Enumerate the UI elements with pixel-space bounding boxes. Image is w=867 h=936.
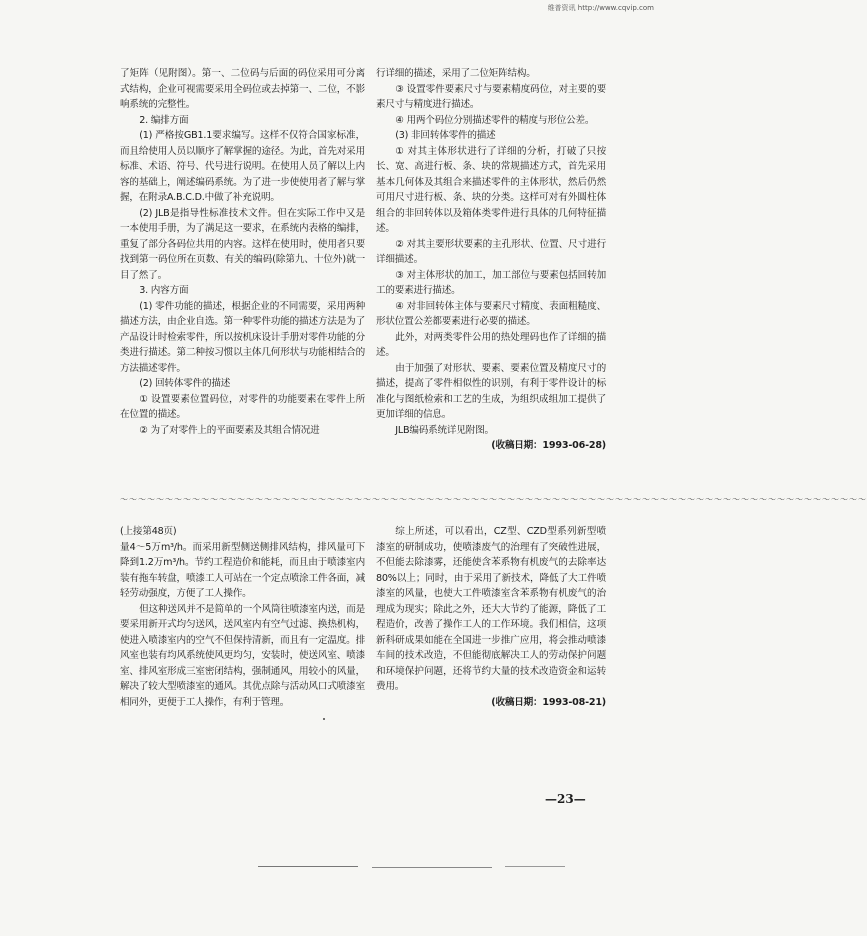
bottom-right-column xyxy=(376,524,606,710)
section-heading: 3. 内容方面 xyxy=(139,285,189,296)
paragraph: ① 设置要素位置码位，对零件的功能要素在零件上所在位置的描述。 xyxy=(120,393,365,420)
paragraph: ② 对其主要形状要素的主孔形状、位置、尺寸进行详细描述。 xyxy=(376,238,606,265)
paragraph: 行详细的描述，采用了二位矩阵结构。 xyxy=(376,68,536,79)
paragraph: (1) 零件功能的描述，根据企业的不同需要，采用两种描述方法，由企业自选。第一种零件功能的描述方法是为了产品设计时检索零件，所以按机床设计手册对零件功能的分类进行描述。第二种按习惯以主体几何形状与功能相结合的方法描述零件。 xyxy=(120,300,365,374)
paragraph: ④ 对非回转体主体与要素尺寸精度、表面粗糙度、形状位置公差都要素进行必要的描述。 xyxy=(376,300,606,327)
paragraph: ① 对其主体形状进行了详细的分析，打破了只按长、宽、高进行板、条、块的常规描述方式，首先采用基本几何体及其组合来描述零件的主体形状，然后仍然可用尺寸进行板、条、块的分类。这样可对有外圆柱体组合的非回转体以及箱体类零件进行具体的几何特征描述。 xyxy=(376,145,606,234)
scan-artifact-dot xyxy=(323,718,325,720)
paragraph: 量4～5万m³/h。而采用新型侧送侧排风结构，排风量可下降到1.2万m³/h。节约工程造价和能耗，而且由于喷漆室内装有拖车转盘，喷漆工人可站在一个定点喷涂工件各面，减轻劳动强度，方便了工人操作。 xyxy=(120,541,365,599)
paragraph: JLB编码系统详见附图。 xyxy=(395,424,494,436)
section-heading: 2. 编排方面 xyxy=(139,114,189,126)
paragraph: 此外，对两类零件公用的热处理码也作了详细的描述。 xyxy=(376,331,606,358)
paragraph: 但这种送风并不是简单的一个风筒往喷漆室内送，而是要采用新开式均匀送风，送风室内有空气过滤、换热机构，使进入喷漆室内的空气不但保持清新，而且有一定温度。排风室也装有均风系统使风更均匀，安装时，使送风室、喷漆室、排风室形成三室密闭结构，强制通风，用较小的风量，解决了较大型喷漆室的通风。其优点除与活动风口式喷漆室相同外，更便于工人操作，有利于管理。 xyxy=(120,603,365,708)
paragraph: ③ 设置零件要素尺寸与要素精度码位，对主要的要素尺寸与精度进行描述。 xyxy=(376,83,606,110)
wavy-divider: ～～～～～～～～～～～～～～～～～～～～～～～～～～～～～～～～～～～～～～～～～～～～～～～～～～～～～～～～～～～～～～～～～～～～～～～～～～～～～～～～～～～ xyxy=(120,495,867,504)
paragraph: ② 为了对零件上的平面要素及其组合情况进 xyxy=(139,424,320,436)
scan-artifact-line xyxy=(505,866,565,867)
top-right-column xyxy=(376,66,606,454)
paragraph: 了矩阵（见附图）。第一、二位码与后面的码位采用可分离式结构，企业可视需要采用全码位或去掉第一、二位，不影响系统的完整性。 xyxy=(120,68,365,110)
received-date: (收稿日期：1993-06-28) xyxy=(491,440,606,451)
paragraph: ④ 用两个码位分别描述零件的精度与形位公差。 xyxy=(395,114,595,126)
subsection-heading: (2) 回转体零件的描述 xyxy=(139,378,231,389)
top-left-column xyxy=(120,66,365,438)
scan-artifact-line xyxy=(258,866,358,867)
bottom-left-column xyxy=(120,524,365,710)
scan-artifact-line xyxy=(372,867,492,868)
paragraph: 综上所述，可以看出，CZ型、CZD型系列新型喷漆室的研制成功，使喷漆废气的治理有了突破性进展，不但能去除漆雾，还能使含苯系物有机废气的去除率达80%以上；同时，由于采用了新技术，降低了大工件喷漆室的风量，也使大工件喷漆室含苯系物有机废气的治理成为现实；除此之外，还大大节约了能源，降低了工程造价，改善了操作工人的工作环境。我们相信，这项新科研成果如能在全国进一步推广应用，将会推动喷漆车间的技术改造，不但能彻底解决工人的劳动保护问题和环境保护问题，还将节约大量的技术改造资金和运转费用。 xyxy=(376,526,606,692)
subsection-heading: (3) 非回转体零件的描述 xyxy=(395,130,496,141)
received-date: (收稿日期：1993-08-21) xyxy=(491,696,606,708)
watermark-text: 维普资讯 http://www.cqvip.com xyxy=(547,4,654,12)
paragraph: 由于加强了对形状、要素、要素位置及精度尺寸的描述，提高了零件相似性的识别，有利于零件设计的标准化与图纸检索和工艺的生成，为组织成组加工提供了更加详细的信息。 xyxy=(376,362,606,420)
page-number: —23— xyxy=(545,792,586,806)
paragraph: (1) 严格按GB1.1要求编写。这样不仅符合国家标准，而且给使用人员以顺序了解掌握的途径。为此，首先对采用标准、术语、符号、代号进行说明。在使用人员了解以上内容的基础上，阐述编码系统。为了进一步使使用者了解与掌握，在附录A.B.C.D.中做了补充说明。 xyxy=(120,130,365,203)
paragraph: (2) JLB是指导性标准技术文件。但在实际工作中又是一本使用手册，为了满足这一要求，在系统内表格的编排，重复了部分各码位共用的内容。这样在使用时，使用者只要找到第一码位所在页数、有关的编码(除第九、十位外)就一目了然了。 xyxy=(120,207,365,281)
paragraph: ③ 对主体形状的加工，加工部位与要素包括回转加工的要素进行描述。 xyxy=(376,269,606,296)
continuation-note: (上接第48页) xyxy=(120,526,177,537)
